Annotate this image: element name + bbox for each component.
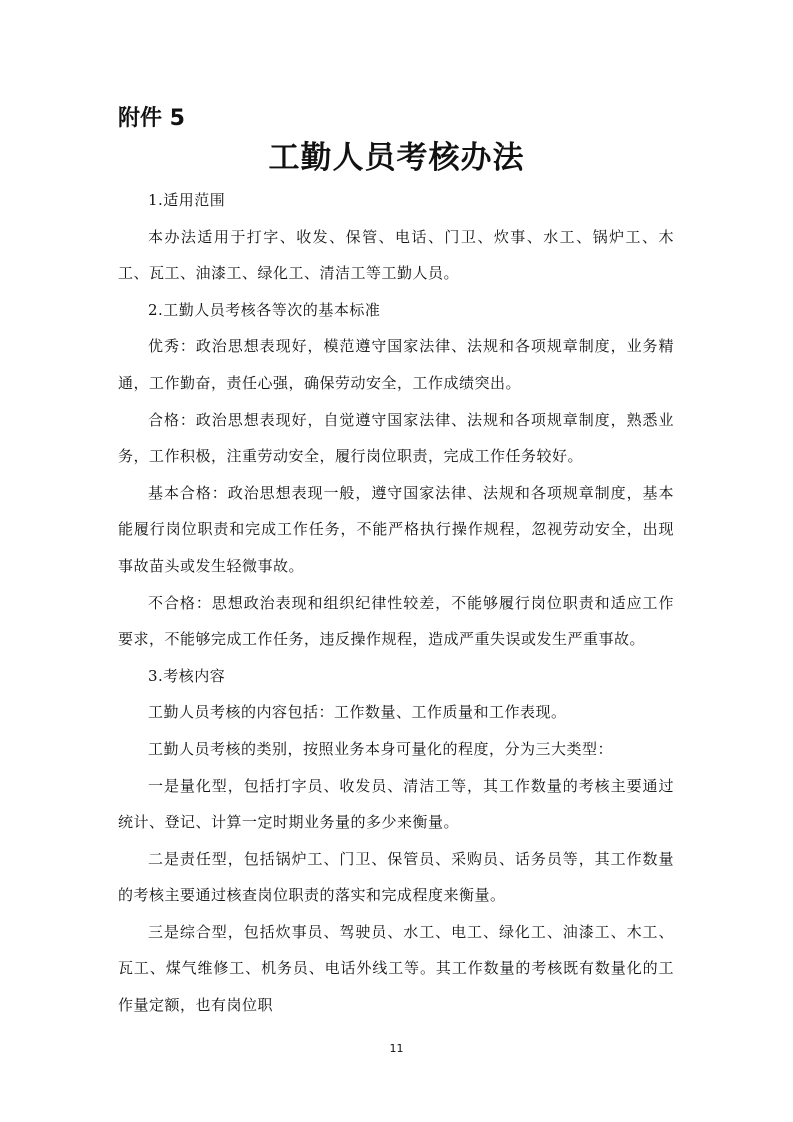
paragraph: 三是综合型，包括炊事员、驾驶员、水工、电工、绿化工、油漆工、木工、瓦工、煤气维修工、机务员、电话外线工等。其工作数量的考核既有数量化的工作量定额，也有岗位职 [118,922,674,1015]
attachment-label: 附件 5 [118,106,185,131]
section-heading-content: 3.考核内容 [148,666,226,685]
paragraph: 二是责任型，包括锅炉工、门卫、保管员、采购员、话务员等，其工作数量的考核主要通过核查岗位职责的落实和完成程度来衡量。 [118,849,674,905]
paragraph: 不合格：思想政治表现和组织纪律性较差，不能够履行岗位职责和适应工作要求，不能够完成工作任务，违反操作规程，造成严重失误或发生严重事故。 [118,593,674,649]
paragraph: 基本合格：政治思想表现一般，遵守国家法律、法规和各项规章制度，基本能履行岗位职责和完成工作任务，不能严格执行操作规程，忽视劳动安全，出现事故苗头或发生轻微事故。 [118,483,674,575]
page-number: 11 [389,1042,404,1055]
paragraph: 本办法适用于打字、收发、保管、电话、门卫、炊事、水工、锅炉工、木工、瓦工、油漆工、绿化工、清洁工等工勤人员。 [118,227,674,283]
paragraph: 一是量化型，包括打字员、收发员、清洁工等，其工作数量的考核主要通过统计、登记、计算一定时期业务量的多少来衡量。 [118,776,674,832]
section-heading-scope: 1.适用范围 [148,191,226,209]
paragraph: 工勤人员考核的类别，按照业务本身可量化的程度，分为三大类型： [148,739,614,758]
section-heading-standards: 2.工勤人员考核各等次的基本标准 [148,300,381,319]
document-body [118,182,674,1024]
paragraph: 工勤人员考核的内容包括：工作数量、工作质量和工作表现。 [148,703,567,722]
document-title: 工勤人员考核办法 [268,140,525,176]
paragraph: 优秀：政治思想表现好，模范遵守国家法律、法规和各项规章制度，业务精通，工作勤奋，责任心强，确保劳动安全，工作成绩突出。 [118,337,674,392]
paragraph: 合格：政治思想表现好，自觉遵守国家法律、法规和各项规章制度，熟悉业务，工作积极，注重劳动安全，履行岗位职责，完成工作任务较好。 [118,410,674,466]
